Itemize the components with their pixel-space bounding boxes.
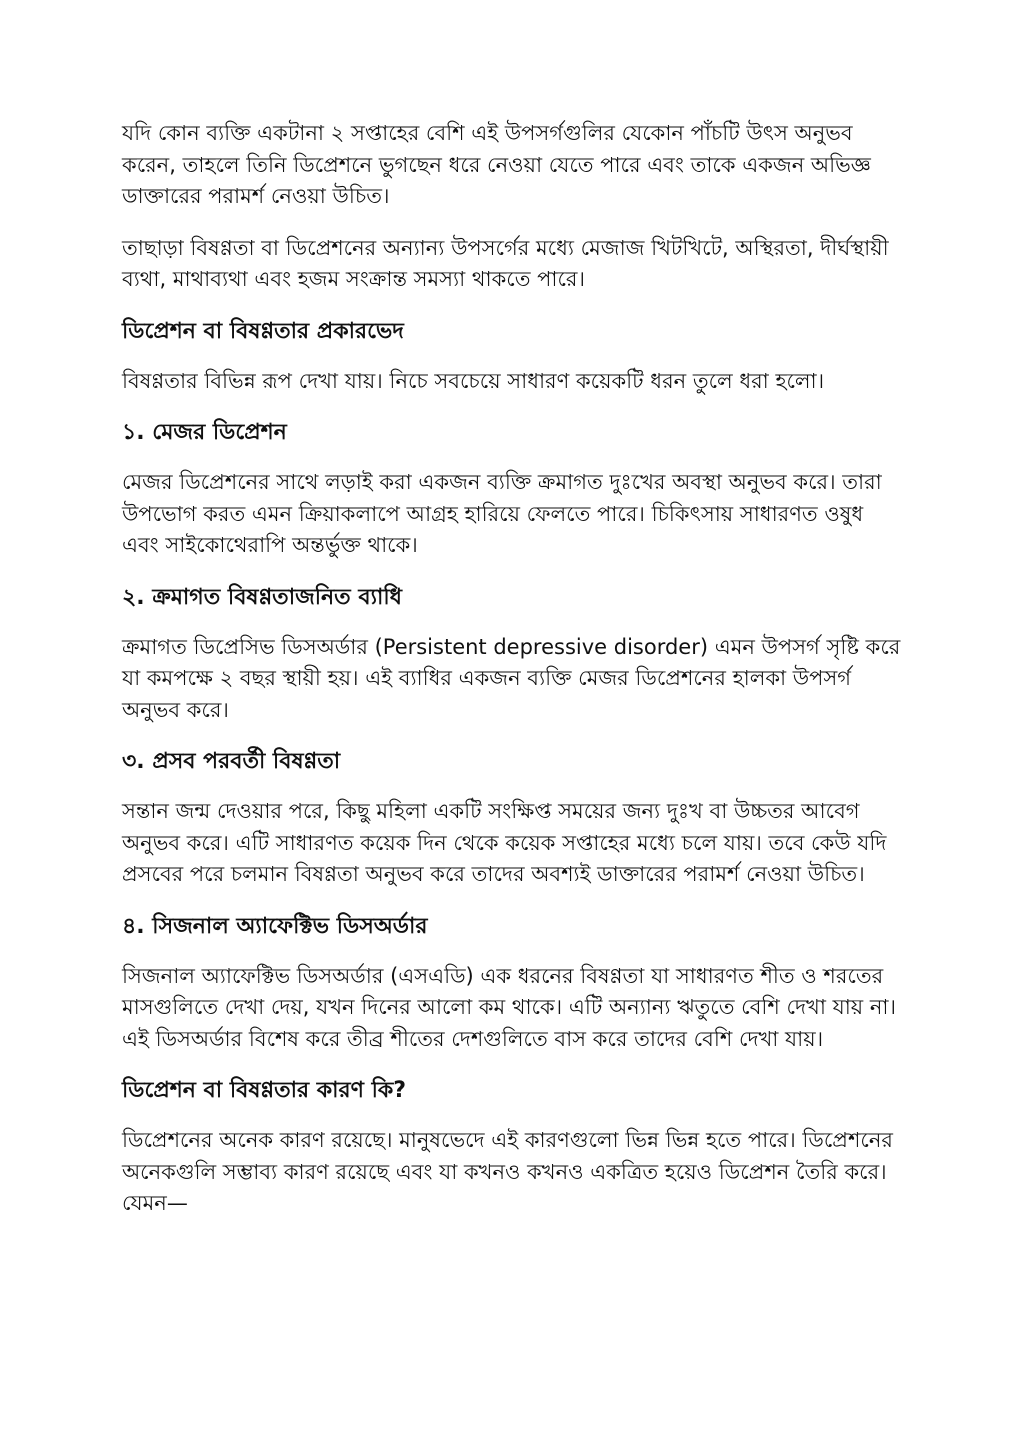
heading-major-depression: ১. মেজর ডিপ্রেশন	[122, 420, 287, 445]
heading-causes-of-depression: ডিপ্রেশন বা বিষণ্ণতার কারণ কি?	[122, 1078, 407, 1103]
paragraph-persistent-depressive-disorder: ক্রমাগত ডিপ্রেসিভ ডিসঅর্ডার (Persistent depressive disorder) এমন উপসর্গ সৃষ্টি করে যা কমপক্ষে ২ বছর স্থায়ী হয়। এই ব্যাধির একজন ব্যক্তি মেজর ডিপ্রেশনের হালকা উপসর্গ অনুভব করে।	[122, 634, 901, 722]
heading-depression-types: ডিপ্রেশন বা বিষণ্ণতার প্রকারভেদ	[122, 318, 404, 344]
heading-postpartum-depression: ৩. প্রসব পরবর্তী বিষণ্ণতা	[122, 749, 341, 774]
heading-seasonal-affective-disorder: ৪. সিজনাল অ্যাফেক্টিভ ডিসঅর্ডার	[122, 913, 428, 939]
paragraph-types-intro: বিষণ্ণতার বিভিন্ন রূপ দেখা যায়। নিচে সবচেয়ে সাধারণ কয়েকটি ধরন তুলে ধরা হলো।	[122, 368, 825, 393]
paragraph-causes-intro: ডিপ্রেশনের অনেক কারণ রয়েছে। মানুষভেদে এই কারণগুলো ভিন্ন ভিন্ন হতে পারে। ডিপ্রেশনের অনেকগুলি সম্ভাব্য কারণ রয়েছে এবং যা কখনও কখনও একত্রিত হয়েও ডিপ্রেশন তৈরি করে। যেমন—	[122, 1128, 893, 1215]
paragraph-postpartum-depression: সন্তান জন্ম দেওয়ার পরে, কিছু মহিলা একটি সংক্ষিপ্ত সময়ের জন্য দুঃখ বা উচ্চতর আবেগ অনুভব করে। এটি সাধারণত কয়েক দিন থেকে কয়েক সপ্তাহের মধ্যে চলে যায়। তবে কেউ যদি প্রসবের পরে চলমান বিষণ্ণতা অনুভব করে তাদের অবশ্যই ডাক্তারের পরামর্শ নেওয়া উচিত।	[122, 799, 887, 886]
document-body	[122, 118, 902, 1240]
paragraph-seasonal-affective-disorder: সিজনাল অ্যাফেক্টিভ ডিসঅর্ডার (এসএডি) এক ধরনের বিষণ্ণতা যা সাধারণত শীত ও শরতের মাসগুলিতে দেখা দেয়, যখন দিনের আলো কম থাকে। এটি অন্যান্য ঋতুতে বেশি দেখা যায় না। এই ডিসঅর্ডার বিশেষ করে তীব্র শীতের দেশগুলিতে বাস করে তাদের বেশি দেখা যায়।	[122, 963, 896, 1051]
paragraph-major-depression: মেজর ডিপ্রেশনের সাথে লড়াই করা একজন ব্যক্তি ক্রমাগত দুঃখের অবস্থা অনুভব করে। তারা উপভোগ করত এমন ক্রিয়াকলাপে আগ্রহ হারিয়ে ফেলতে পারে। চিকিৎসায় সাধারণত ওষুধ এবং সাইকোথেরাপি অন্তর্ভুক্ত থাকে।	[122, 470, 882, 557]
paragraph-other-symptoms: তাছাড়া বিষণ্ণতা বা ডিপ্রেশনের অন্যান্য উপসর্গের মধ্যে মেজাজ খিটখিটে, অস্থিরতা, দীর্ঘস্থায়ী ব্যথা, মাথাব্যথা এবং হজম সংক্রান্ত সমস্যা থাকতে পারে।	[122, 235, 889, 291]
heading-persistent-depressive-disorder: ২. ক্রমাগত বিষণ্ণতাজনিত ব্যাধি	[122, 584, 402, 610]
paragraph-symptom-duration: যদি কোন ব্যক্তি একটানা ২ সপ্তাহের বেশি এই উপসর্গগুলির যেকোন পাঁচটি উৎস অনুভব করেন, তাহলে তিনি ডিপ্রেশনে ভুগছেন ধরে নেওয়া যেতে পারে এবং তাকে একজন অভিজ্ঞ ডাক্তারের পরামর্শ নেওয়া উচিত।	[122, 121, 871, 208]
